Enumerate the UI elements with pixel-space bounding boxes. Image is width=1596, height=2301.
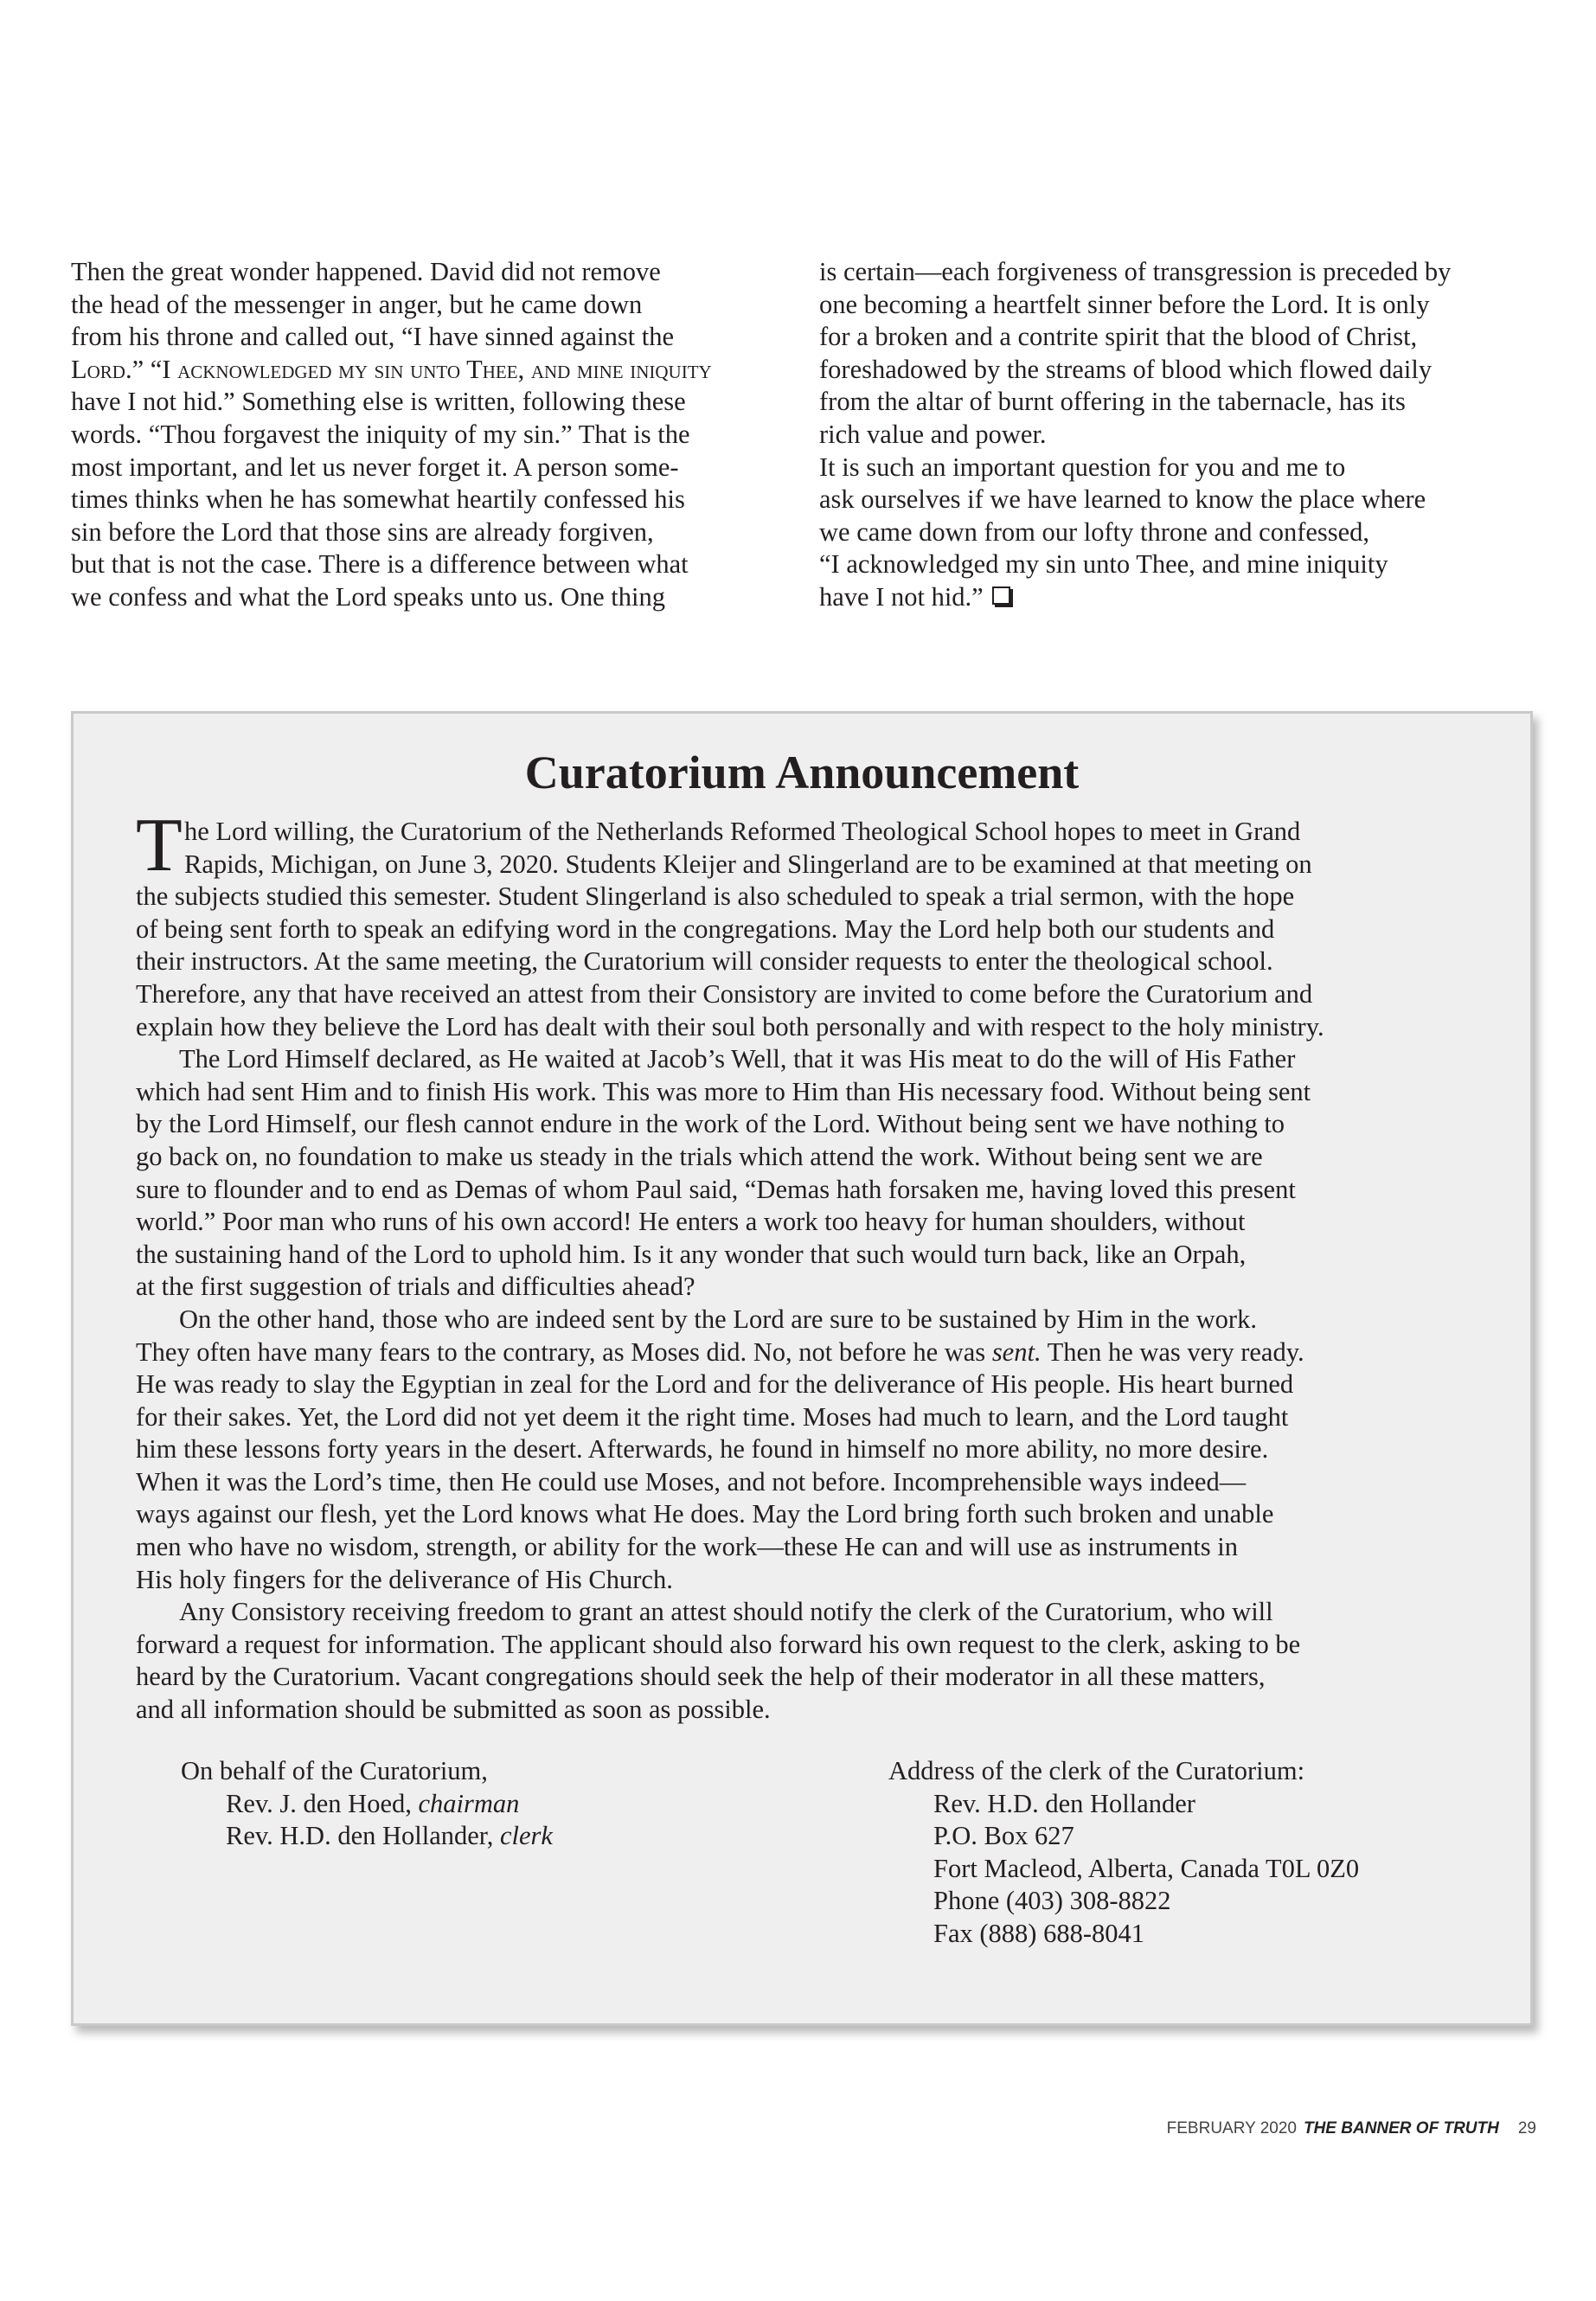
article-line: we came down from our lofty throne and confessed, xyxy=(819,516,1370,547)
announcement-box xyxy=(71,711,1533,2026)
announcement-title: Curatorium Announcement xyxy=(524,747,1080,798)
announcement-line: by the Lord Himself, our flesh cannot endure in the work of the Lord. Without being sent we have nothing to xyxy=(136,1109,1285,1139)
article-right-column xyxy=(819,256,1511,614)
announcement-emphasis: sent. xyxy=(991,1336,1042,1367)
announcement-line: their instructors. At the same meeting, the Curatorium will consider requests to enter the theological school. xyxy=(136,946,1273,977)
announcement-text: Then he was very ready. xyxy=(1041,1336,1304,1367)
article-line: from the altar of burnt offering in the tabernacle, has its xyxy=(819,387,1406,417)
article-line: but that is not the case. There is a difference between what xyxy=(71,549,689,580)
footer-magazine: THE BANNER OF TRUTH xyxy=(1303,2119,1499,2138)
announcement-line: sure to flounder and to end as Demas of whom Paul said, “Demas hath forsaken me, having loved this present xyxy=(136,1174,1296,1204)
signature-block xyxy=(181,1755,553,1853)
signature-clerk xyxy=(181,1820,553,1853)
article-line: Lord.” “I acknowledged my sin unto Thee, and mine iniquity xyxy=(71,354,712,384)
article-line: It is such an important question for you and me to xyxy=(819,452,1346,482)
announcement-line: When it was the Lord’s time, then He could use Moses, and not before. Incomprehensible ways indeed— xyxy=(136,1466,1247,1497)
drop-cap: T xyxy=(136,804,183,888)
announcement-line: heard by the Curatorium. Vacant congregations should seek the help of their moderator in all these matters, xyxy=(136,1662,1266,1692)
clerk-role: clerk xyxy=(499,1821,553,1851)
announcement-line: men who have no wisdom, strength, or ability for the work—these He can and will use as instruments in xyxy=(136,1532,1238,1562)
article-line: have I not hid.” Something else is written, following these xyxy=(71,387,686,417)
article-line: from his throne and called out, “I have sinned against the xyxy=(71,322,675,352)
announcement-line: He was ready to slay the Egyptian in zeal for the Lord and for the deliverance of His people. His heart burned xyxy=(136,1369,1294,1400)
chairman-role: chairman xyxy=(418,1788,520,1818)
announcement-line: forward a request for information. The applicant should also forward his own request to the clerk, asking to be xyxy=(136,1629,1301,1659)
article-last-text: have I not hid.” xyxy=(819,581,984,612)
announcement-line: On the other hand, those who are indeed sent by the Lord are sure to be sustained by Him in the work. xyxy=(179,1304,1257,1334)
article-line: most important, and let us never forget it. A person some- xyxy=(71,452,679,482)
article-line: sin before the Lord that those sins are already forgiven, xyxy=(71,516,654,547)
address-po-box: P.O. Box 627 xyxy=(933,1821,1074,1851)
announcement-line: Rapids, Michigan, on June 3, 2020. Students Kleijer and Slingerland are to be examined at that meeting on xyxy=(184,849,1312,879)
article-line: is certain—each forgiveness of transgression is preceded by xyxy=(819,257,1452,286)
announcement-line: at the first suggestion of trials and difficulties ahead? xyxy=(136,1272,695,1302)
article-line: the head of the messenger in anger, but he came down xyxy=(71,289,643,319)
announcement-line: ways against our flesh, yet the Lord knows what He does. May the Lord bring forth such broken and unable xyxy=(136,1499,1274,1529)
announcement-line: world.” Poor man who runs of his own accord! He enters a work too heavy for human shoulders, without xyxy=(136,1207,1246,1237)
announcement-line: and all information should be submitted as soon as possible. xyxy=(136,1695,771,1725)
announcement-line: The Lord Himself declared, as He waited at Jacob’s Well, that it was His meat to do the will of His Father xyxy=(179,1044,1296,1074)
article-line: rich value and power. xyxy=(819,419,1047,449)
article-line: words. “Thou forgavest the iniquity of my sin.” That is the xyxy=(71,419,690,449)
announcement-line: of being sent forth to speak an edifying word in the congregations. May the Lord help both our students and xyxy=(136,913,1275,944)
announcement-line: which had sent Him and to finish His work. This was more to Him than His necessary food. Without being sent xyxy=(136,1076,1311,1106)
article-line: for a broken and a contrite spirit that the blood of Christ, xyxy=(819,322,1418,352)
announcement-line: go back on, no foundation to make us steady in the trials which attend the work. Without being sent we are xyxy=(136,1141,1263,1171)
article-line: one becoming a heartfelt sinner before the Lord. It is only xyxy=(819,289,1430,319)
announcement-body xyxy=(136,816,1485,1727)
signature-heading: On behalf of the Curatorium, xyxy=(181,1756,488,1785)
address-fax: Fax (888) 688-8041 xyxy=(933,1918,1144,1948)
article-line: Then the great wonder happened. David did not remove xyxy=(71,257,661,286)
page-number: 29 xyxy=(1517,2119,1536,2138)
announcement-line: Therefore, any that have received an attest from their Consistory are invited to come before the Curatorium and xyxy=(136,978,1313,1009)
announcement-line: explain how they believe the Lord has dealt with their soul both personally and with respect to the holy ministry. xyxy=(136,1011,1324,1042)
announcement-line: for their sakes. Yet, the Lord did not yet deem it the right time. Moses had much to learn, and the Lord taught xyxy=(136,1401,1289,1432)
announcement-line: he Lord willing, the Curatorium of the Netherlands Reformed Theological School hopes to meet in Grand xyxy=(184,817,1301,846)
article-line-last xyxy=(819,581,1511,614)
page-footer xyxy=(0,2119,1536,2138)
chairman-name: Rev. J. den Hoed, xyxy=(226,1788,419,1818)
announcement-line: the subjects studied this semester. Student Slingerland is also scheduled to speak a trial sermon, with the hope xyxy=(136,881,1295,912)
announcement-text: They often have many fears to the contrary, as Moses did. No, not before he was xyxy=(136,1336,992,1367)
article-line: times thinks when he has somewhat heartily confessed his xyxy=(71,484,685,515)
announcement-line: His holy fingers for the deliverance of His Church. xyxy=(136,1564,673,1594)
address-heading: Address of the clerk of the Curatorium: xyxy=(888,1756,1305,1785)
announcement-line: him these lessons forty years in the desert. Afterwards, he found in himself no more ability, no more desire. xyxy=(136,1434,1269,1465)
article-line: we confess and what the Lord speaks unto us. One thing xyxy=(71,581,665,612)
article-line: foreshadowed by the streams of blood which flowed daily xyxy=(819,354,1433,384)
end-of-article-icon xyxy=(992,586,1010,605)
announcement-line xyxy=(136,1336,1485,1369)
address-phone: Phone (403) 308-8822 xyxy=(933,1886,1171,1916)
article-line: ask ourselves if we have learned to know the place where xyxy=(819,484,1426,515)
announcement-line: Any Consistory receiving freedom to grant an attest should notify the clerk of the Curatorium, who will xyxy=(179,1597,1273,1627)
signature-chairman xyxy=(181,1788,553,1821)
announcement-line: the sustaining hand of the Lord to uphold him. Is it any wonder that such would turn back, like an Orpah, xyxy=(136,1239,1247,1269)
footer-issue: FEBRUARY 2020 xyxy=(1166,2119,1297,2138)
address-block xyxy=(888,1755,1359,1951)
article-line: “I acknowledged my sin unto Thee, and mine iniquity xyxy=(819,549,1388,580)
address-name: Rev. H.D. den Hollander xyxy=(933,1788,1195,1818)
article-left-column xyxy=(71,256,763,614)
clerk-name: Rev. H.D. den Hollander, xyxy=(226,1821,500,1851)
address-city: Fort Macleod, Alberta, Canada T0L 0Z0 xyxy=(933,1853,1360,1883)
